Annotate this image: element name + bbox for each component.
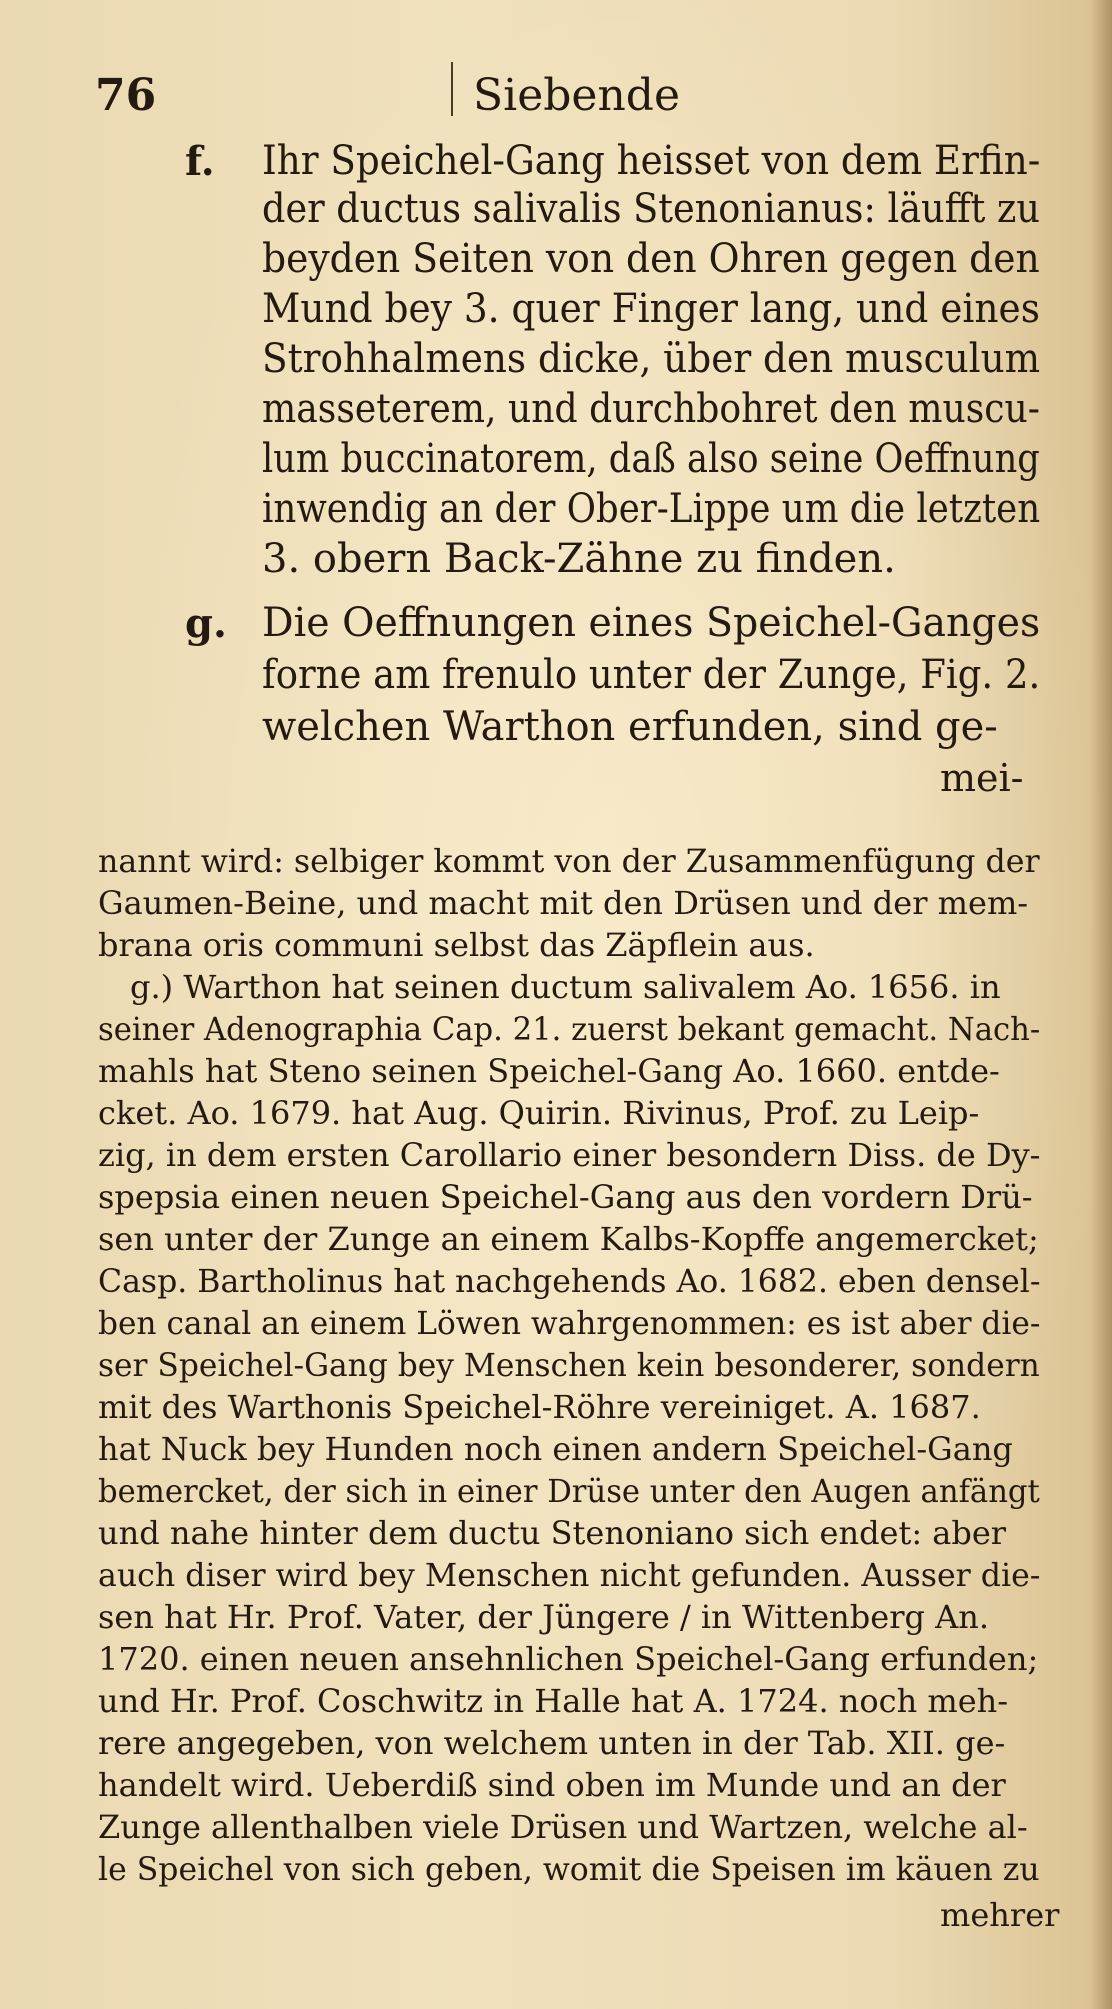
text-line: ben canal an einem Löwen wahrgenommen: es ist aber die- <box>98 1304 1041 1342</box>
text-line: spepsia einen neuen Speichel-Gang aus den vordern Drü- <box>98 1178 1033 1216</box>
text-line: forne am frenulo unter der Zunge, Fig. 2. <box>262 652 1041 698</box>
text-line: und Hr. Prof. Coschwitz in Halle hat A. 1724. noch meh- <box>98 1682 1009 1720</box>
page-header <box>95 70 995 130</box>
page-edge-shadow <box>1090 0 1112 2009</box>
catchword-lower: mehrer <box>940 1896 1060 1934</box>
text-line: hat Nuck bey Hunden noch einen andern Speichel-Gang <box>98 1430 1013 1468</box>
text-line: 3. obern Back-Zähne zu finden. <box>262 536 896 582</box>
text-line: sen hat Hr. Prof. Vater, der Jüngere / in Wittenberg An. <box>98 1598 990 1636</box>
text-line: nannt wird: selbiger kommt von der Zusammenfügung der <box>98 842 1040 880</box>
note-start-line: g.) Warthon hat seinen ductum salivalem Ao. 1656. in <box>130 968 1001 1006</box>
text-line: Mund bey 3. quer Finger lang, und eines <box>262 286 1040 332</box>
text-line: cket. Ao. 1679. hat Aug. Quirin. Rivinus, Prof. zu Leip- <box>98 1094 980 1132</box>
text-line: zig, in dem ersten Carollario einer besondern Diss. de Dy- <box>98 1136 1041 1174</box>
text-line: mit des Warthonis Speichel-Röhre vereiniget. A. 1687. <box>98 1388 981 1426</box>
text-line: Ihr Speichel-Gang heisset von dem Erfin- <box>262 138 1041 184</box>
text-line: seiner Adenographia Cap. 21. zuerst bekant gemacht. Nach- <box>98 1010 1041 1048</box>
item-marker-g: g. <box>185 600 227 647</box>
text-line: lum buccinatorem, daß also seine Oeffnung <box>262 436 1040 482</box>
header-divider <box>451 62 453 116</box>
page-number: 76 <box>95 70 157 121</box>
text-line: rere angegeben, von welchem unten in der Tab. XII. ge- <box>98 1724 1006 1762</box>
catchword-upper: mei- <box>940 756 1024 800</box>
text-line: auch diser wird bey Menschen nicht gefunden. Ausser die- <box>98 1556 1041 1594</box>
text-line: welchen Warthon erfunden, sind ge- <box>262 704 998 750</box>
text-line: 1720. einen neuen ansehnlichen Speichel-Gang erfunden; <box>98 1640 1039 1678</box>
text-line: inwendig an der Ober-Lippe um die letzten <box>262 486 1041 532</box>
text-line: Casp. Bartholinus hat nachgehends Ao. 1682. eben densel- <box>98 1262 1041 1300</box>
text-line: beyden Seiten von den Ohren gegen den <box>262 236 1040 282</box>
text-line: bemercket, der sich in einer Drüse unter den Augen anfängt <box>98 1472 1040 1510</box>
running-head: Siebende <box>473 70 681 121</box>
text-line: der ductus salivalis Stenonianus: läufft zu <box>262 186 1040 232</box>
text-line: le Speichel von sich geben, womit die Speisen im käuen zu <box>98 1850 1040 1888</box>
text-line: Gaumen-Beine, und macht mit den Drüsen und der mem- <box>98 884 1029 922</box>
text-line: sen unter der Zunge an einem Kalbs-Kopffe angemercket; <box>98 1220 1039 1258</box>
text-line: brana oris communi selbst das Zäpflein aus. <box>98 926 815 964</box>
item-marker-f: f. <box>185 138 215 185</box>
text-line: mahls hat Steno seinen Speichel-Gang Ao. 1660. entde- <box>98 1052 1000 1090</box>
text-line: Strohhalmens dicke, über den musculum <box>262 336 1041 382</box>
text-line: handelt wird. Ueberdiß sind oben im Munde und an der <box>98 1766 1006 1804</box>
text-line: Zunge allenthalben viele Drüsen und Wartzen, welche al- <box>98 1808 1028 1846</box>
text-line: masseterem, und durchbohret den muscu- <box>262 386 1041 432</box>
text-line: ser Speichel-Gang bey Menschen kein besonderer, sondern <box>98 1346 1040 1384</box>
text-line: und nahe hinter dem ductu Stenoniano sich endet: aber <box>98 1514 1007 1552</box>
text-line: Die Oeffnungen eines Speichel-Ganges <box>262 600 1041 646</box>
